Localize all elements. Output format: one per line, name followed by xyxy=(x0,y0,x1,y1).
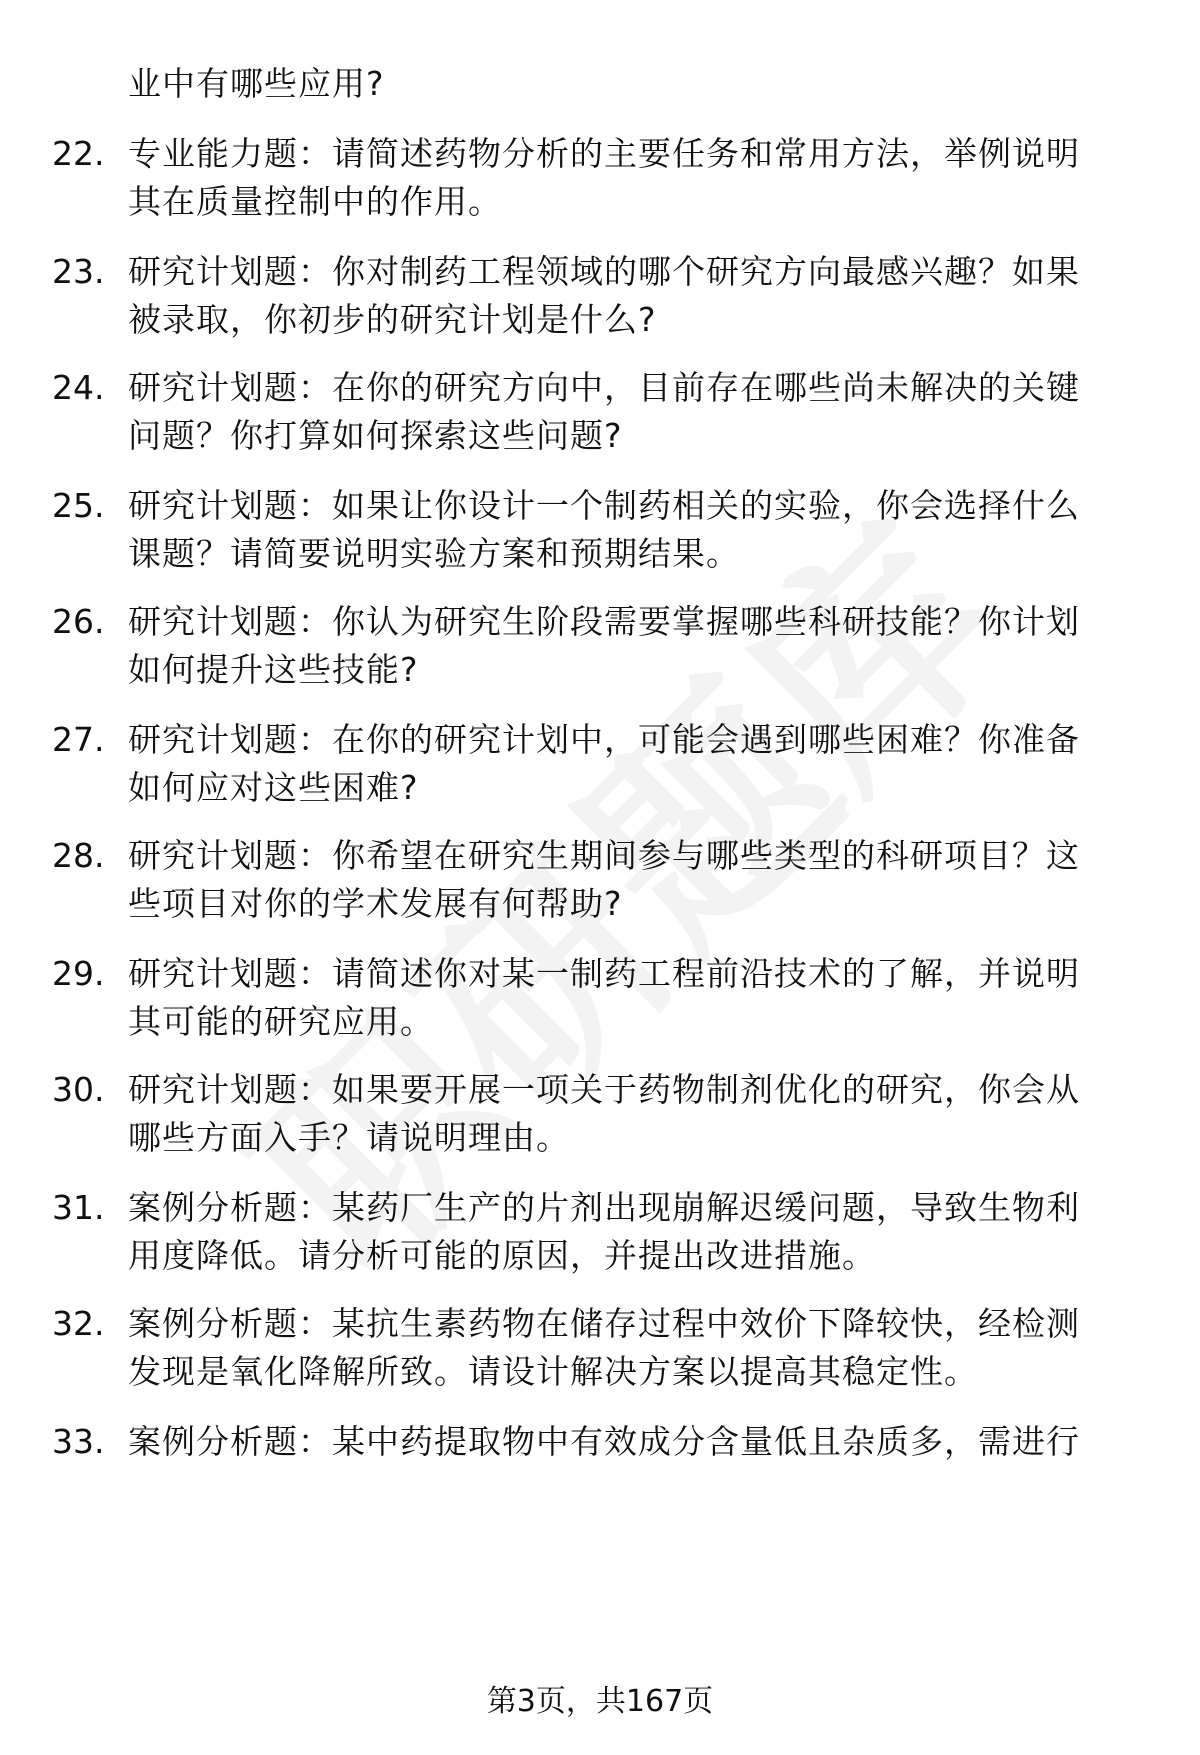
question-line: 被录取，你初步的研究计划是什么? xyxy=(128,300,657,339)
question-21-continuation: 业中有哪些应用? xyxy=(128,64,385,103)
question-text xyxy=(128,482,1138,578)
question-line: 其可能的研究应用。 xyxy=(128,1002,434,1041)
question-line: 研究计划题：你认为研究生阶段需要掌握哪些科研技能？你计划 xyxy=(128,602,1080,641)
question-number: 22. xyxy=(52,134,105,173)
question-number: 29. xyxy=(52,954,105,993)
question-text xyxy=(128,950,1138,1046)
question-text xyxy=(128,1300,1138,1396)
question-line: 研究计划题：请简述你对某一制药工程前沿技术的了解，并说明 xyxy=(128,954,1080,993)
question-number: 26. xyxy=(52,602,105,641)
question-number: 27. xyxy=(52,720,105,759)
question-line: 案例分析题：某药厂生产的片剂出现崩解迟缓问题，导致生物利 xyxy=(128,1188,1080,1227)
question-line: 研究计划题：在你的研究方向中，目前存在哪些尚未解决的关键 xyxy=(128,368,1080,407)
question-number: 30. xyxy=(52,1070,105,1109)
question-number: 33. xyxy=(52,1422,105,1461)
question-text xyxy=(128,1066,1138,1162)
question-line: 问题？你打算如何探索这些问题? xyxy=(128,416,623,455)
question-line: 如何提升这些技能? xyxy=(128,650,419,689)
question-line: 课题？请简要说明实验方案和预期结果。 xyxy=(128,534,740,573)
question-number: 32. xyxy=(52,1304,105,1343)
question-line: 专业能力题：请简述药物分析的主要任务和常用方法，举例说明 xyxy=(128,134,1080,173)
page-footer: 第3页，共167页 xyxy=(486,1684,714,1719)
question-number: 24. xyxy=(52,368,105,407)
question-text xyxy=(128,130,1138,226)
question-line: 研究计划题：如果要开展一项关于药物制剂优化的研究，你会从 xyxy=(128,1070,1080,1109)
question-number: 23. xyxy=(52,252,105,291)
question-line: 些项目对你的学术发展有何帮助? xyxy=(128,884,623,923)
question-line: 研究计划题：你希望在研究生期间参与哪些类型的科研项目？这 xyxy=(128,836,1080,875)
question-text xyxy=(128,1184,1138,1280)
question-line: 发现是氧化降解所致。请设计解决方案以提高其稳定性。 xyxy=(128,1352,978,1391)
question-text xyxy=(128,248,1138,344)
question-number: 31. xyxy=(52,1188,105,1227)
question-line: 案例分析题：某中药提取物中有效成分含量低且杂质多，需进行 xyxy=(128,1422,1080,1461)
question-line: 研究计划题：在你的研究计划中，可能会遇到哪些困难？你准备 xyxy=(128,720,1080,759)
question-line: 用度降低。请分析可能的原因，并提出改进措施。 xyxy=(128,1236,876,1275)
question-number: 25. xyxy=(52,486,105,525)
question-text xyxy=(128,598,1138,694)
question-line: 研究计划题：如果让你设计一个制药相关的实验，你会选择什么 xyxy=(128,486,1080,525)
question-line: 研究计划题：你对制药工程领域的哪个研究方向最感兴趣？如果 xyxy=(128,252,1080,291)
question-text xyxy=(128,364,1138,460)
question-line: 其在质量控制中的作用。 xyxy=(128,182,502,221)
question-number: 28. xyxy=(52,836,105,875)
question-line: 哪些方面入手？请说明理由。 xyxy=(128,1118,570,1157)
question-line: 案例分析题：某抗生素药物在储存过程中效价下降较快，经检测 xyxy=(128,1304,1080,1343)
question-text xyxy=(128,832,1138,928)
question-text xyxy=(128,716,1138,812)
question-line: 如何应对这些困难? xyxy=(128,768,419,807)
question-text xyxy=(128,1418,1138,1466)
